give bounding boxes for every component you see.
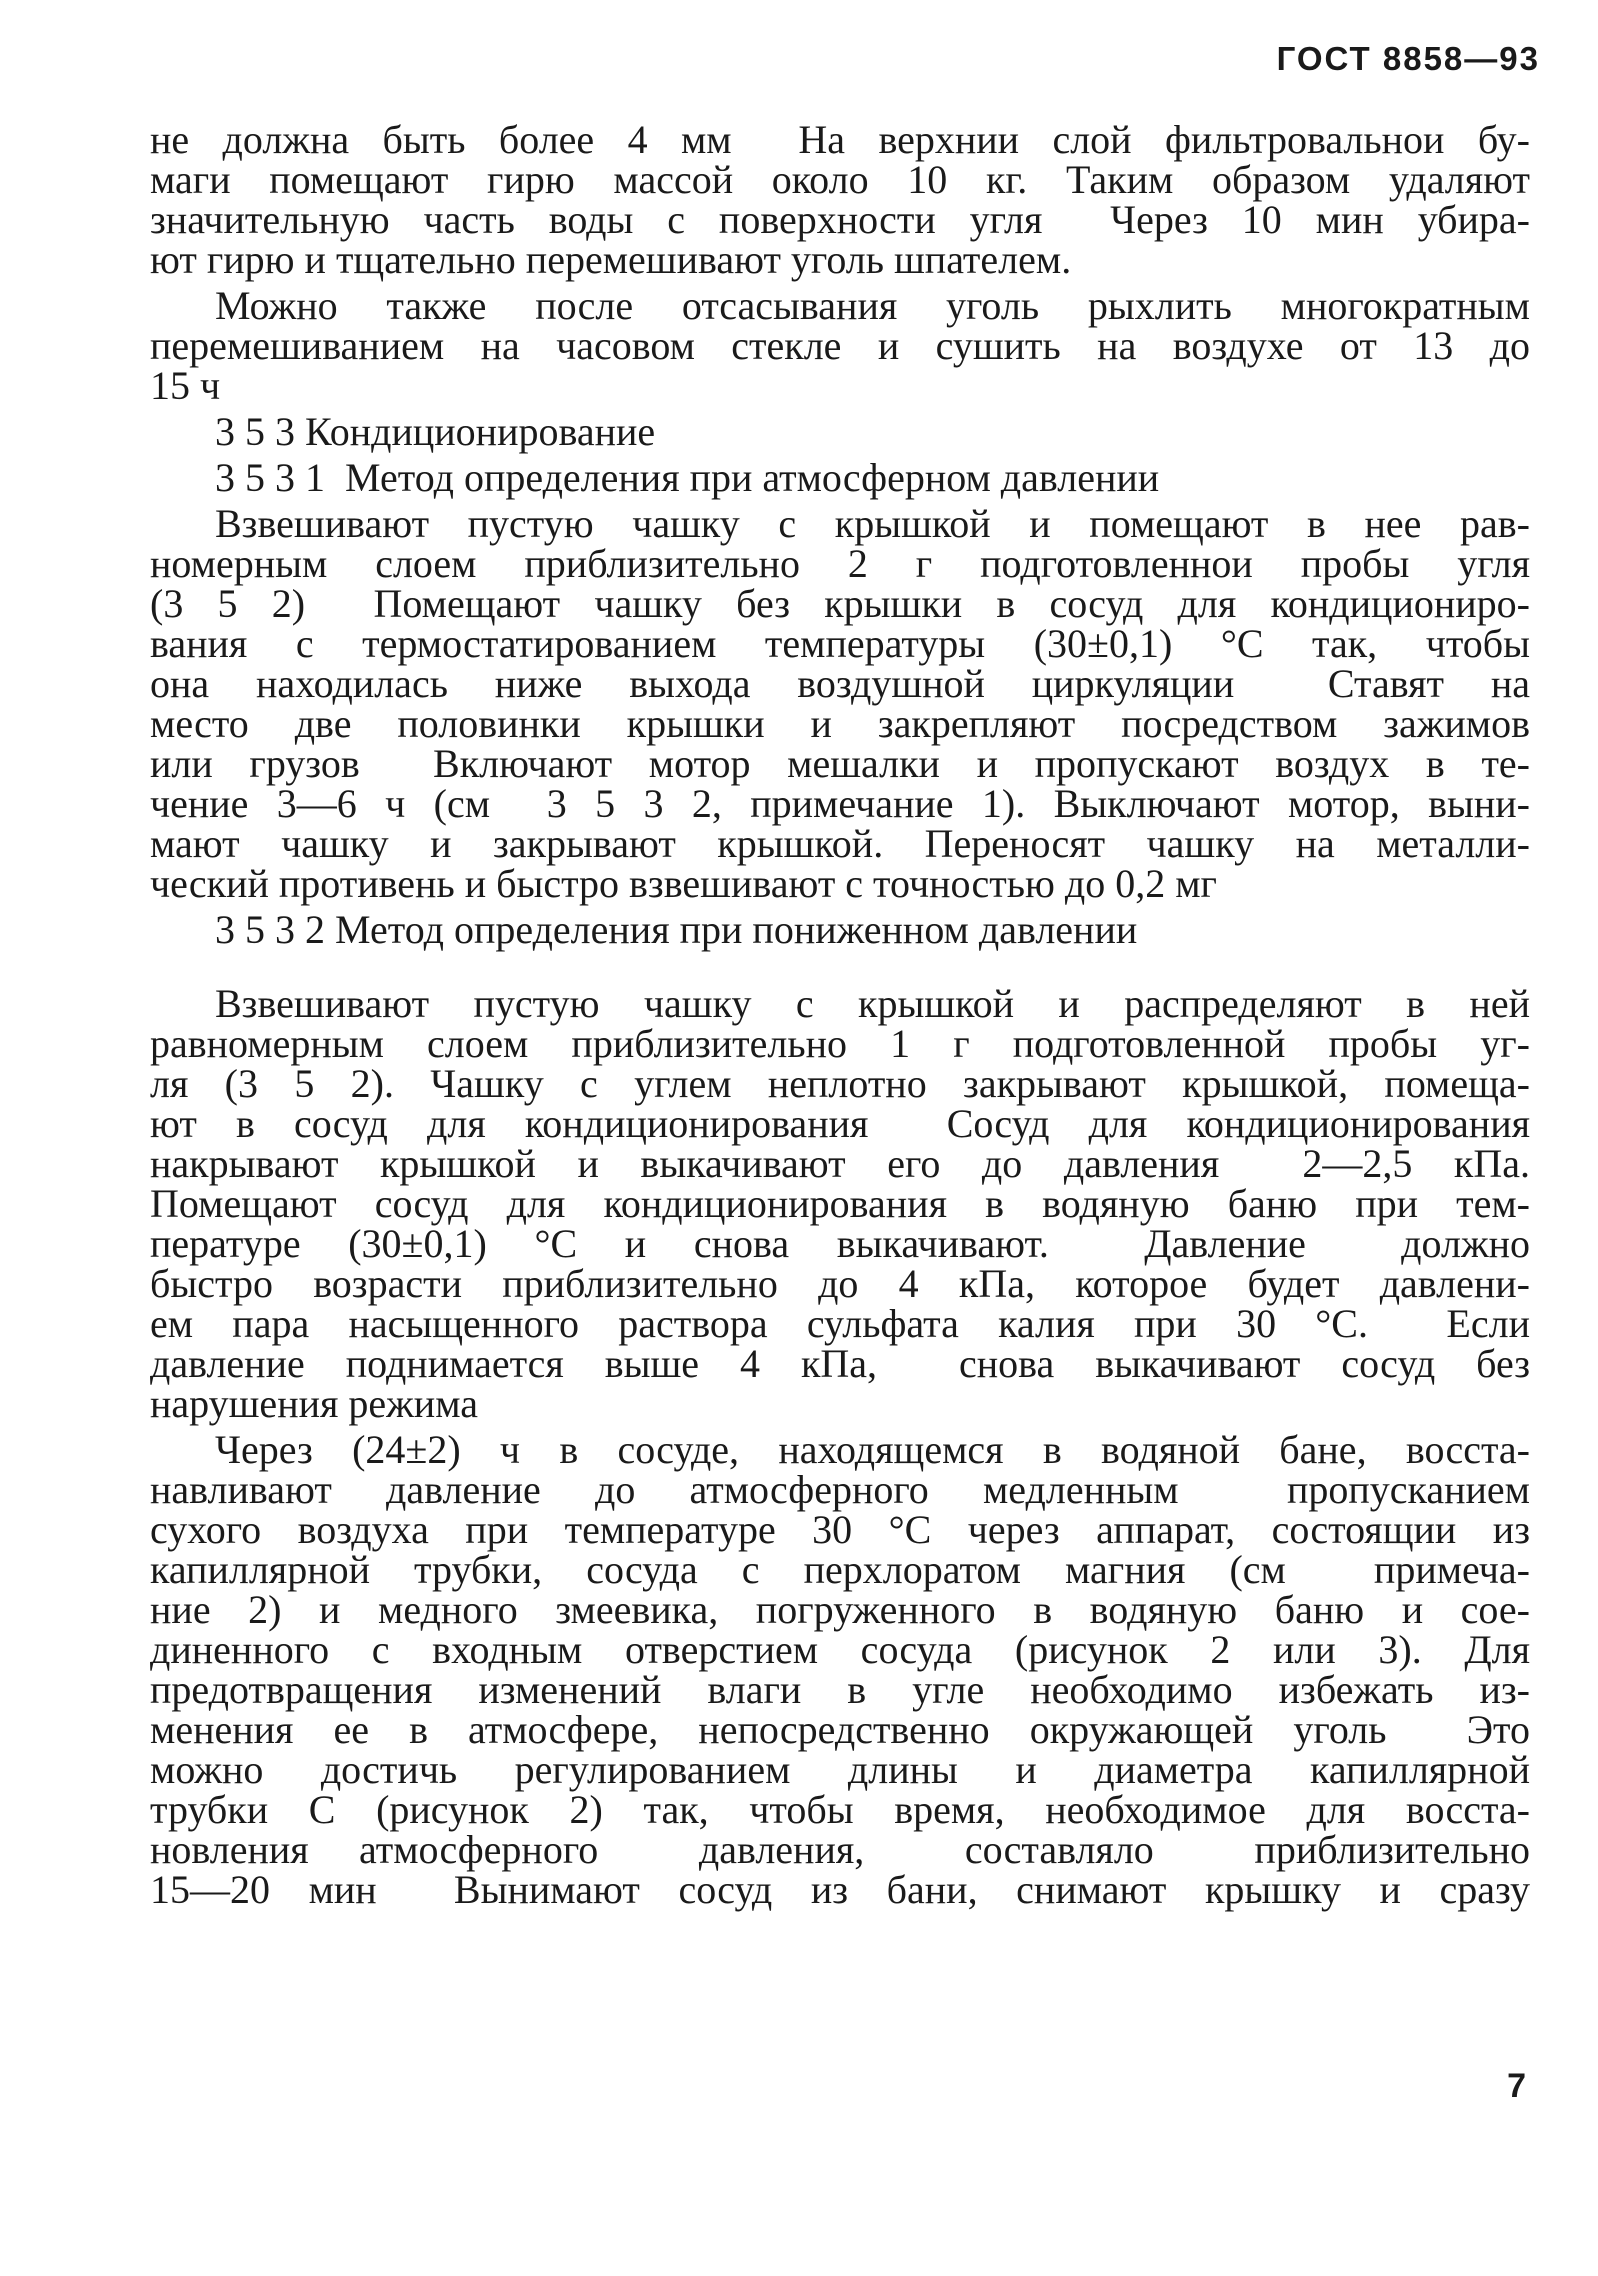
text-line: можно достичь регулированием длины и диаметра капиллярной bbox=[150, 1747, 1530, 1792]
subsection-title: 3 5 3 1 Метод определения при атмосферном давлении bbox=[215, 455, 1160, 500]
text-line: мают чашку и закрывают крышкой. Переносят чашку на металли- bbox=[150, 821, 1530, 866]
text-line: давление поднимается выше 4 кПа, снова выкачивают сосуд без bbox=[150, 1341, 1530, 1386]
text-line: ческий противень и быстро взвешивают с точностью до 0,2 мг bbox=[150, 861, 1217, 906]
text-line: навливают давление до атмосферного медленным пропусканием bbox=[150, 1467, 1530, 1512]
standard-header: ГОСТ 8858—93 bbox=[1276, 40, 1540, 77]
section-heading bbox=[150, 409, 1530, 454]
page-number: 7 bbox=[1507, 2067, 1526, 2105]
text-line: ние 2) и медного змеевика, погруженного в водяную баню и сое- bbox=[150, 1587, 1530, 1632]
text-line: Помещают сосуд для кондиционирования в водяную баню при тем- bbox=[150, 1181, 1530, 1226]
text-line: менения ее в атмосфере, непосредственно окружающей уголь Это bbox=[150, 1707, 1530, 1752]
text-line: Взвешивают пустую чашку с крышкой и помещают в нее рав- bbox=[215, 501, 1530, 546]
text-line: она находилась ниже выхода воздушной циркуляции Ставят на bbox=[150, 661, 1530, 706]
paragraph bbox=[150, 283, 1530, 408]
text-line: 15—20 мин Вынимают сосуд из бани, снимают крышку и сразу bbox=[150, 1867, 1530, 1912]
document-body bbox=[150, 117, 1530, 1912]
text-line: сухого воздуха при температуре 30 °С через аппарат, состоящии из bbox=[150, 1507, 1530, 1552]
text-line: предотвращения изменений влаги в угле необходимо избежать из- bbox=[150, 1667, 1530, 1712]
paragraph bbox=[150, 981, 1530, 1426]
text-line: место две половинки крышки и закрепляют посредством зажимов bbox=[150, 701, 1530, 746]
text-line: Через (24±2) ч в сосуде, находящемся в водяной бане, восста- bbox=[215, 1427, 1530, 1472]
text-line: номерным слоем приблизительно 2 г подготовленнои пробы угля bbox=[150, 541, 1530, 586]
text-line: ют гирю и тщательно перемешивают уголь шпателем. bbox=[150, 237, 1072, 282]
text-line: накрывают крышкой и выкачивают его до давления 2—2,5 кПа. bbox=[150, 1141, 1530, 1186]
text-line: новления атмосферного давления, составляло приблизительно bbox=[150, 1827, 1530, 1872]
text-line: вания с термостатированием температуры (30±0,1) °С так, чтобы bbox=[150, 621, 1530, 666]
text-line: капиллярной трубки, сосуда с перхлоратом магния (см примеча- bbox=[150, 1547, 1530, 1592]
paragraph bbox=[150, 117, 1530, 282]
text-line: быстро возрасти приблизительно до 4 кПа, которое будет давлени- bbox=[150, 1261, 1530, 1306]
text-line: маги помещают гирю массой около 10 кг. Таким образом удаляют bbox=[150, 157, 1530, 202]
text-line: Взвешивают пустую чашку с крышкой и распределяют в ней bbox=[215, 981, 1530, 1026]
subsection-heading bbox=[150, 907, 1530, 952]
text-line: ем пара насыщенного раствора сульфата калия при 30 °С. Если bbox=[150, 1301, 1530, 1346]
paragraph bbox=[150, 501, 1530, 906]
text-line: Можно также после отсасывания уголь рыхлить многократным bbox=[215, 283, 1530, 328]
text-line: перемешиванием на часовом стекле и сушить на воздухе от 13 до bbox=[150, 323, 1530, 368]
text-line: ля (3 5 2). Чашку с углем неплотно закрывают крышкой, помеща- bbox=[150, 1061, 1530, 1106]
text-line: или грузов Включают мотор мешалки и пропускают воздух в те- bbox=[150, 741, 1530, 786]
text-line: нарушения режима bbox=[150, 1381, 478, 1426]
text-line: ют в сосуд для кондиционирования Сосуд для кондиционирования bbox=[150, 1101, 1530, 1146]
text-line: (3 5 2) Помещают чашку без крышки в сосуд для кондициониро- bbox=[150, 581, 1530, 626]
section-title: 3 5 3 Кондиционирование bbox=[215, 409, 656, 454]
text-line: диненного с входным отверстием сосуда (рисунок 2 или 3). Для bbox=[150, 1627, 1530, 1672]
subsection-title: 3 5 3 2 Метод определения при пониженном давлении bbox=[215, 907, 1138, 952]
paragraph bbox=[150, 1427, 1530, 1912]
text-line: не должна быть более 4 мм На верхнии слой фильтровальнои бу- bbox=[150, 117, 1530, 162]
text-line: пературе (30±0,1) °С и снова выкачивают. Давление должно bbox=[150, 1221, 1530, 1266]
text-line: равномерным слоем приблизительно 1 г подготовленной пробы уг- bbox=[150, 1021, 1530, 1066]
text-line: 15 ч bbox=[150, 363, 221, 408]
text-line: значительную часть воды с поверхности угля Через 10 мин убира- bbox=[150, 197, 1530, 242]
text-line: чение 3—6 ч (см 3 5 3 2, примечание 1). Выключают мотор, выни- bbox=[150, 781, 1530, 826]
subsection-heading bbox=[150, 455, 1530, 500]
text-line: трубки С (рисунок 2) так, чтобы время, необходимое для восста- bbox=[150, 1787, 1530, 1832]
